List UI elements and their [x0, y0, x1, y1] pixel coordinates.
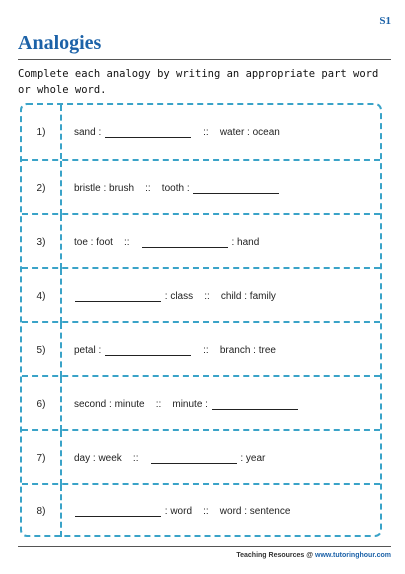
analogy-row: [22, 213, 380, 269]
analogy-segment: bristle : brush :: tooth :: [74, 182, 193, 194]
analogy-row: [22, 429, 380, 485]
analogy-segment: second : minute :: minute :: [74, 398, 211, 410]
answer-blank[interactable]: [151, 453, 237, 464]
analogy-segment: sand :: [74, 126, 105, 138]
analogy-segment: : word :: word : sentence: [162, 505, 291, 517]
row-number: 6): [22, 377, 62, 431]
analogy-text: [74, 323, 376, 377]
analogy-segment: :: water : ocean: [192, 126, 280, 138]
answer-blank[interactable]: [75, 506, 161, 517]
analogy-row: [22, 483, 380, 537]
answer-blank[interactable]: [142, 237, 228, 248]
analogy-text: [74, 215, 376, 269]
analogy-segment: day : week ::: [74, 452, 150, 464]
analogy-segment: :: branch : tree: [192, 344, 276, 356]
analogy-row: [22, 267, 380, 323]
analogy-text: [74, 431, 376, 485]
header-divider: [18, 59, 391, 60]
row-number: 8): [22, 485, 62, 537]
analogy-segment: : hand: [228, 236, 260, 248]
worksheet-code: S1: [379, 15, 391, 27]
answer-blank[interactable]: [212, 399, 298, 410]
footer-divider: [18, 546, 391, 547]
row-number: 5): [22, 323, 62, 377]
answer-blank[interactable]: [105, 345, 191, 356]
row-number: 4): [22, 269, 62, 323]
analogy-row: [22, 375, 380, 431]
analogy-row: [22, 105, 380, 159]
row-number: 1): [22, 105, 62, 159]
analogy-segment: : class :: child : family: [162, 290, 276, 302]
analogy-text: [74, 269, 376, 323]
row-number: 2): [22, 161, 62, 215]
footer-site-link[interactable]: www.tutoringhour.com: [315, 552, 391, 559]
row-number: 3): [22, 215, 62, 269]
instructions: Complete each analogy by writing an appropriate part word or whole word.: [18, 68, 379, 96]
answer-blank[interactable]: [75, 291, 161, 302]
answer-blank[interactable]: [193, 183, 279, 194]
analogy-segment: : year: [237, 452, 266, 464]
analogy-text: [74, 105, 376, 159]
analogy-table: [20, 103, 382, 537]
analogy-row: [22, 321, 380, 377]
footer-label: Teaching Resources @: [236, 552, 316, 559]
analogy-text: [74, 377, 376, 431]
row-number: 7): [22, 431, 62, 485]
footer: [236, 552, 391, 559]
analogy-row: [22, 159, 380, 215]
analogy-text: [74, 485, 376, 537]
answer-blank[interactable]: [105, 127, 191, 138]
page-title: Analogies: [18, 32, 102, 54]
analogy-text: [74, 161, 376, 215]
analogy-segment: toe : foot ::: [74, 236, 141, 248]
analogy-segment: petal :: [74, 344, 105, 356]
